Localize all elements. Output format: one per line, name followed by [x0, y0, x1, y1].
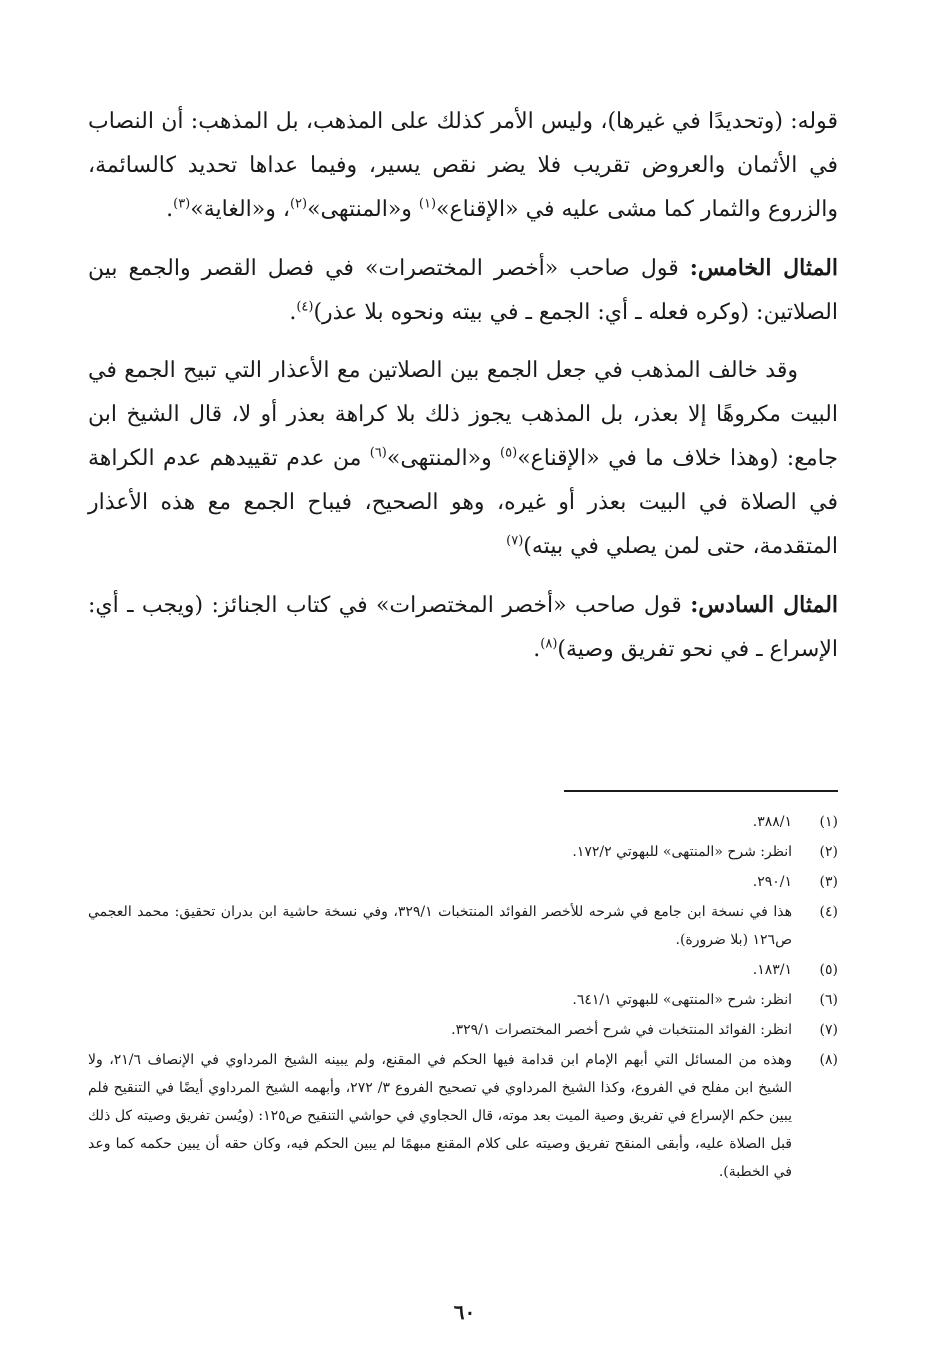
text-segment: . — [166, 197, 174, 222]
footnote-number: (٥) — [819, 962, 838, 978]
footnote-text: انظر: الفوائد المنتخبات في شرح أخصر المختصرات ٣٢٩/١. — [451, 1022, 792, 1038]
footnote — [88, 1016, 838, 1044]
example-heading: المثال السادس: — [690, 592, 839, 618]
footnote — [88, 898, 838, 954]
footnote-number: (٣) — [819, 874, 838, 890]
text-segment: ، و«الغاية» — [190, 197, 290, 222]
text-segment: قوله: (وتحديدًا في غيرها)، وليس الأمر كذلك على المذهب، بل المذهب: أن النصاب في الأثمان والعروض تقريب فلا يضر نقص يسير، وفيما عداها تحديد كالسائمة، والزروع والثمار كما مشى عليه في «الإقناع» — [88, 109, 838, 222]
text-segment: وقد خالف المذهب في جعل الجمع بين الصلاتين مع الأعذار التي تبيح الجمع في البيت مكروهًا إلا بعذر، بل المذهب يجوز ذلك بلا كراهة بعذر أو لا، قال الشيخ ابن جامع: (وهذا خلاف ما في «الإقناع» — [88, 358, 838, 471]
paragraph — [88, 100, 838, 232]
footnote-ref[interactable]: (٧) — [506, 533, 524, 549]
footnote-text: وهذه من المسائل التي أبهم الإمام ابن قدامة فيها الحكم في المقنع، ولم يبينه الشيخ المرداوي في الإنصاف ٢١/٦، ولا الشيخ ابن مفلح في الفروع، وكذا الشيخ المرداوي في تصحيح الفروع ٣/ ٢٧٢، وأبهمه الشيخ المرداوي أيضًا في التنقيح فلم يبين حكم الإسراع في تفريق وصية الميت بعد موته، قال الحجاوي في حواشي التنقيح ص١٢٥: (ويُسن تفريق وصيته كل ذلك قبل الصلاة عليه، وأبقى المنقح تفريق وصيته على كلام المقنع مبهمًا لم يبين الحكم فيه، وكان حقه أن يبين حكمه كما وعد في الخطبة). — [88, 1052, 793, 1180]
footnote-text: انظر: شرح «المنتهى» للبهوتي ٦٤١/١. — [572, 992, 792, 1008]
footnote-ref[interactable]: (٣) — [173, 196, 191, 212]
body-text — [88, 100, 838, 672]
example-heading: المثال الخامس: — [689, 255, 838, 281]
text-segment: قول صاحب «أخصر المختصرات» في كتاب الجنائز: (ويجب ـ أي: الإسراع ـ في نحو تفريق وصية) — [88, 593, 838, 662]
text-segment: من عدم تقييدهم عدم الكراهة في الصلاة في البيت بعذر أو غيره، وهو الصحيح، فيباح الجمع مع هذه الأعذار المتقدمة، حتى لمن يصلي في بيته) — [88, 446, 838, 559]
footnote — [88, 1046, 838, 1186]
footnote-number: (٤) — [819, 904, 838, 920]
footnote — [88, 808, 838, 836]
footnote-text: ١٨٣/١. — [752, 962, 792, 978]
footnote — [88, 838, 838, 866]
footnote-ref[interactable]: (٨) — [540, 636, 558, 652]
paragraph — [88, 246, 838, 335]
footnote-ref[interactable]: (١) — [418, 196, 437, 212]
footnotes-list — [88, 808, 838, 1188]
footnote-separator — [564, 790, 838, 792]
main-body — [88, 100, 838, 686]
footnote-ref[interactable]: (٢) — [289, 196, 308, 212]
footnote — [88, 868, 838, 896]
text-segment: و«المنتهى» — [307, 197, 419, 222]
text-segment: . — [289, 300, 297, 325]
text-segment: . — [533, 637, 541, 662]
footnote-number: (٨) — [819, 1052, 838, 1068]
footnote — [88, 956, 838, 984]
footnote-number: (١) — [819, 814, 838, 830]
paragraph — [88, 583, 838, 672]
footnote-text: ٣٨٨/١. — [752, 814, 792, 830]
text-segment: و«المنتهى» — [386, 446, 501, 471]
paragraph — [88, 349, 838, 569]
footnote-ref[interactable]: (٤) — [296, 299, 314, 315]
page-number: ٦٠ — [453, 1300, 476, 1324]
footnote-ref[interactable]: (٦) — [369, 445, 387, 461]
footnote-number: (٢) — [819, 844, 838, 860]
footnote-number: (٧) — [819, 1022, 838, 1038]
footnote-text: هذا في نسخة ابن جامع في شرحه للأخصر الفوائد المنتخبات ٣٢٩/١، وفي نسخة حاشية ابن بدران تحقيق: محمد العجمي ص١٢٦ (بلا ضرورة). — [88, 904, 792, 948]
footnote-text: انظر: شرح «المنتهى» للبهوتي ١٧٢/٢. — [572, 844, 792, 860]
text-segment: قول صاحب «أخصر المختصرات» في فصل القصر والجمع بين الصلاتين: (وكره فعله ـ أي: الجمع ـ في بيته ونحوه بلا عذر) — [88, 256, 838, 325]
footnote-text: ٢٩٠/١. — [752, 874, 792, 890]
footnote — [88, 986, 838, 1014]
footnote-ref[interactable]: (٥) — [500, 445, 518, 461]
footnote-number: (٦) — [819, 992, 838, 1008]
